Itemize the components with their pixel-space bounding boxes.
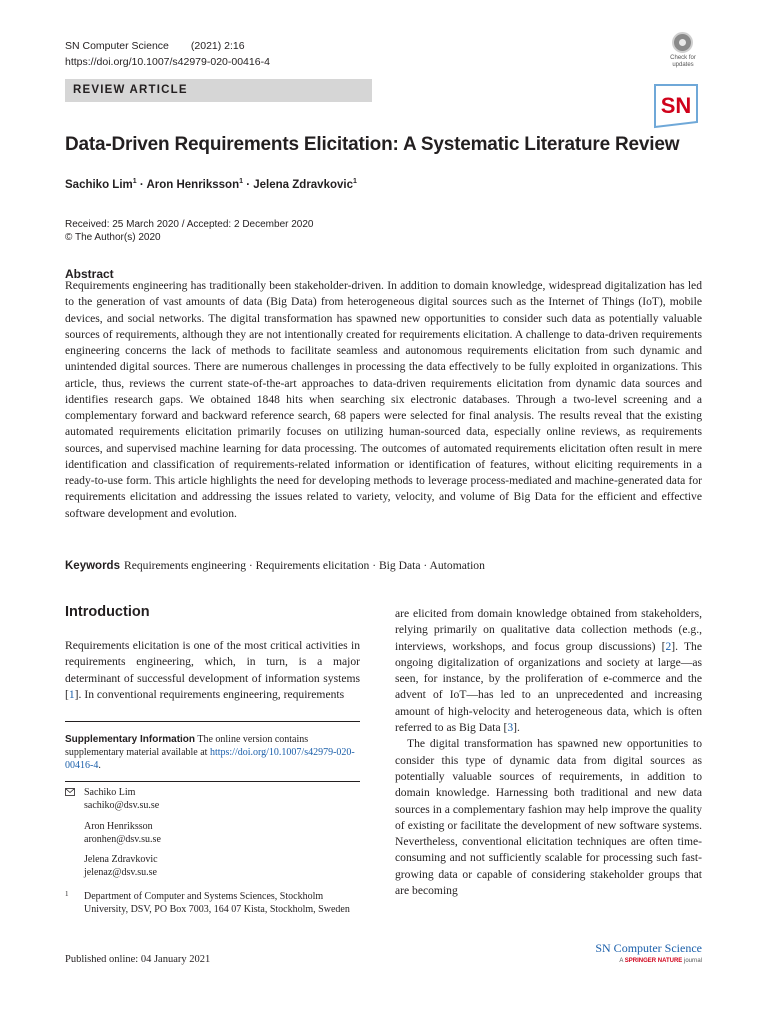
paragraph-text: ]. bbox=[513, 721, 520, 735]
citation-link[interactable]: 3 bbox=[507, 721, 514, 735]
introduction-right-column bbox=[395, 606, 702, 899]
paragraph-text: ]. The ongoing digitalization of organizations and society at large—as seen, for instance, by the proliferation of e-commerce and the advent of IoT—has led to an unprecedented and increasing amount of high-velocity and heterogeneous data, which is often referred to as Big Data [ bbox=[395, 639, 702, 735]
article-type-band: REVIEW ARTICLE bbox=[65, 79, 372, 102]
paper-title: Data-Driven Requirements Elicitation: A Systematic Literature Review bbox=[65, 134, 680, 155]
abstract-text: Requirements engineering has traditionally been stakeholder-driven. In addition to domain knowledge, widespread digitalization has led to the generation of vast amounts of data (Big Data) from heterogeneous digital sources such as the Internet of Things (IoT), mobile devices, and social networks. The digital transformation has spawned new opportunities to consider such data as potentially valuable sources of requirements, although they are not intentionally created for requirements elicitation. A challenge to data-driven requirements engineering concerns the lack of methods to facilitate seamless and autonomous requirements elicitation from such dynamic and unintended digital sources. There are numerous challenges in processing the data effectively to be fully exploited in organizations. This article, thus, reviews the current state-of-the-art approaches to data-driven requirements elicitation from dynamic data sources and identifies research gaps. We obtained 1848 hits when searching six electronic databases. Through a two-level screening and a complementary forward and backward reference search, 68 papers were selected for final analysis. The results reveal that the existing automated requirements elicitation primarily focuses on utilizing human-sourced data, especially online reviews, as requirements sources, and supervised machine learning for data processing. The outcomes of automated requirements elicitation often result in mere identification and classification of requirements-related information or identification of features, without eliciting requirements in a ready-to-use form. This article highlights the need for developing methods to leverage process-mediated and machine-generated data for requirements elicitation and addressing the issues related to variety, velocity, and volume of Big Data for the efficient and effective software development and evolution. bbox=[65, 279, 702, 520]
introduction-heading: Introduction bbox=[65, 604, 150, 620]
author-list bbox=[65, 178, 357, 191]
sn-logo-text: SN bbox=[660, 93, 692, 118]
contact-entry bbox=[84, 786, 159, 812]
supplementary-label: Supplementary Information bbox=[65, 734, 196, 745]
contact-email[interactable]: jelenaz@dsv.su.se bbox=[84, 867, 157, 878]
publication-dates bbox=[65, 218, 313, 244]
contact-email[interactable]: aronhen@dsv.su.se bbox=[84, 834, 161, 845]
paragraph: The digital transformation has spawned new opportunities to consider this type of dynamic data from digital sources as potentially valuable sources of requirements, in addition to domain knowledge. Harnessing both traditional and new data sources in a complementary fashion may help improve the quality of existing or facilitate the development of new software systems. Nevertheless, conventional elicitation techniques are often time-consuming and not sufficiently scalable for processing such fast-growing data or capable of considering stakeholder groups that are becoming bbox=[395, 737, 702, 898]
supplementary-text: The online version contains supplementary material available at bbox=[65, 734, 309, 758]
springer-brand: SPRINGER NATURE bbox=[624, 958, 683, 964]
sn-logo-icon bbox=[652, 82, 700, 130]
journal-name: SN Computer Science bbox=[65, 40, 169, 52]
author-separator: · bbox=[136, 178, 147, 191]
contact-email[interactable]: sachiko@dsv.su.se bbox=[84, 800, 160, 811]
check-updates-badge[interactable] bbox=[662, 30, 704, 72]
author-name[interactable]: Aron Henriksson bbox=[146, 178, 240, 191]
author-name[interactable]: Sachiko Lim bbox=[65, 178, 133, 191]
contact-name: Aron Henriksson bbox=[84, 821, 153, 832]
keywords bbox=[65, 559, 485, 572]
supplementary-end: . bbox=[98, 760, 101, 771]
author-affiliation-mark: 1 bbox=[239, 178, 244, 185]
published-online: Published online: 04 January 2021 bbox=[65, 954, 211, 965]
contact-entry bbox=[84, 853, 158, 879]
keywords-text: Requirements engineering · Requirements elicitation · Big Data · Automation bbox=[123, 559, 485, 572]
author-separator: · bbox=[243, 178, 254, 191]
supplementary-info bbox=[65, 733, 360, 772]
paragraph-text: ]. In conventional requirements engineering, requirements bbox=[74, 687, 345, 701]
contact-entry bbox=[84, 820, 161, 846]
divider bbox=[65, 781, 360, 782]
paragraph-text: are elicited from domain knowledge obtained from stakeholders, relying primarily on qualitative data collection methods (e.g., interviews, workshops, and focus group discussions) [ bbox=[395, 607, 702, 653]
springer-nature-logo bbox=[600, 958, 702, 964]
journal-volume: (2021) 2:16 bbox=[190, 40, 245, 52]
doi-link[interactable]: https://doi.org/10.1007/s42979-020-00416-4 bbox=[65, 56, 270, 68]
journal-line bbox=[65, 40, 245, 52]
paragraph-text: Requirements elicitation is one of the most critical activities in requirements engineering, which, in turn, is a major determinant of successful development of information systems [ bbox=[65, 639, 360, 701]
contact-name: Sachiko Lim bbox=[84, 787, 136, 798]
check-updates-label: Check for updates bbox=[670, 55, 696, 68]
introduction-left-paragraph bbox=[65, 638, 360, 703]
check-updates-icon bbox=[672, 32, 693, 53]
divider bbox=[65, 721, 360, 722]
footer-journal-name: SN Computer Science bbox=[595, 941, 702, 955]
supplementary-link[interactable]: https://doi.org/10.1007/s42979-020-00416-4 bbox=[65, 747, 355, 771]
author-name[interactable]: Jelena Zdravkovic bbox=[253, 178, 353, 191]
author-affiliation-mark: 1 bbox=[353, 178, 357, 185]
contact-name: Jelena Zdravkovic bbox=[84, 854, 158, 865]
springer-text: journal bbox=[682, 958, 702, 964]
citation-link[interactable]: 2 bbox=[665, 639, 672, 653]
received-accepted: Received: 25 March 2020 / Accepted: 2 December 2020 bbox=[65, 219, 314, 230]
affiliation-number: 1 bbox=[65, 890, 69, 898]
author-affiliation-mark: 1 bbox=[132, 178, 137, 185]
keywords-label: Keywords bbox=[65, 560, 120, 572]
springer-text: A bbox=[619, 958, 625, 964]
citation-link[interactable]: 1 bbox=[68, 687, 75, 701]
envelope-icon bbox=[65, 788, 75, 796]
paragraph bbox=[395, 606, 702, 736]
copyright: © The Author(s) 2020 bbox=[65, 232, 161, 243]
abstract-heading: Abstract bbox=[65, 267, 114, 281]
affiliation-text: Department of Computer and Systems Sciences, Stockholm University, DSV, PO Box 7003, 164 07 Kista, Stockholm, Sweden bbox=[84, 891, 350, 915]
